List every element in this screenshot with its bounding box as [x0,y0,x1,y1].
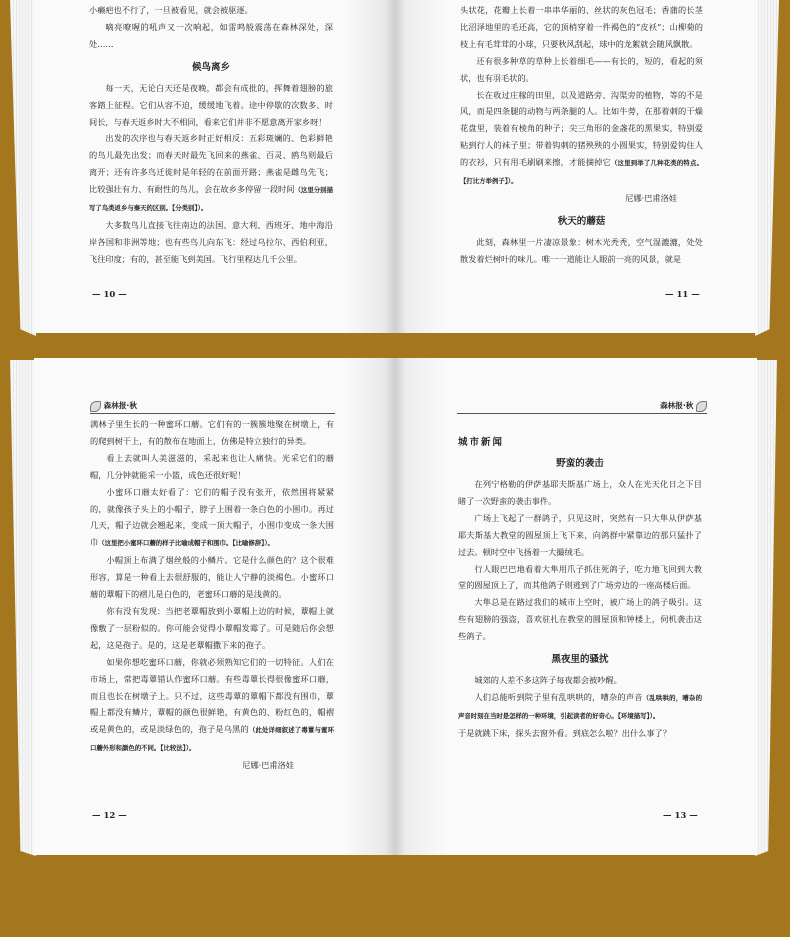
paragraph: 每一天，无论白天还是夜晚，都会有成批的，挥舞着翅膀的旅客踏上征程。它们从容不迫，缓缓地飞着。途中停歇的次数多、时间长，与春天返乡时大不相同，看来它们并非不愿意离开家乡呀！ [89,82,333,127]
running-header-text: 森林报·秋 [103,401,137,410]
paragraph: 在列宁格勒的伊萨基耶夫斯基广场上，众人在光天化日之下目睹了一次野蛮的袭击事件。 [458,479,702,506]
page-11 [395,0,757,333]
leaf-icon [696,401,707,412]
page-number: — 10 — [92,290,127,300]
header-rule [90,413,335,414]
paragraph: 城郊的人差不多这阵子每夜都会被吵醒。 [474,675,622,686]
running-header-text: 森林报·秋 [660,401,694,410]
annotation-note: （这里分别描写了鸟类返乡与秦天的区别。【分类别】）。 [89,186,333,213]
page-edges-right [755,0,779,336]
page-number: — 13 — [663,811,698,821]
page-13 [395,358,757,855]
annotation-note: （这里把小蜜环口蘑的样子比喻成帽子和围巾。【比喻修辞】）。 [98,539,274,548]
page-12-body [90,416,334,774]
paragraph [89,130,333,217]
paragraph: 还有很多种草的草种上长着细毛——有长的，短的，看起的须状，也有羽毛状的。 [460,55,703,83]
paragraph-text: 人们总能听到院子里有乱哄哄的，嘈杂的声音 [474,691,643,702]
paragraph [90,484,334,553]
paragraph-text: 小蜜环口蘑太好看了：它们的帽子没有张开，依然围将紧紧的，就像孩子头上的小帽子，脖子上围着一条白色的小围巾。再过几天，帽子边就会翘起来，变成一顶大帽子，小围巾变成一条大围巾 [90,486,334,548]
paragraph: 此刻，森林里一片凄凉景象：树木光秃秃，空气湿漉漉，处处散发着烂树叶的味儿。唯一一道能让人眼前一亮的风景，就是 [460,236,703,264]
page-13-body [458,428,702,742]
text-line: 小癞疤也不行了，一旦被看见，就会被驱逐。 [89,5,253,15]
leaf-icon [90,401,101,412]
paragraph: 大多数鸟儿直接飞往南边的法国、意大利、西班牙、地中海沿岸各国和非洲等地；也有些鸟儿向东飞：经过乌拉尔、西伯利亚，飞往印度；有的，甚至能飞到美国。飞行里程达几千公里。 [89,219,333,264]
running-header [660,400,707,412]
page-12 [34,358,395,855]
section-title: 城市新闻 [458,437,505,448]
page-11-body [460,2,703,268]
page-number: — 11 — [665,290,700,300]
text-line: 嘀亮嘹喔的吼声又一次响起，如雷鸣般震荡在森林深处，深处…… [89,21,333,49]
paragraph [460,87,703,190]
paragraph-text: 长在收过庄稼的田里，以及道路旁、沟渠旁的植物，等的不是风，而是四条腿的动物与两条腿的人。比如牛蒡，在那着刺的干燥花盘里，装着有棱角的种子；尖三角形的金盏花的黑果实，特别爱粘到行人的袜子里；带着钩刺的猪殃殃的小圆果实，特别爱钩住人的衣衫，只有用毛刷刷来擦，才能摘掉它 [460,89,703,168]
paragraph: 广场上飞起了一群鸽子，只见这时，突然有一只大隼从伊萨基耶夫斯基大教堂的圆屋顶上飞下来，向鸽群中紧靠边的那只猛扑了过去。顿时空中飞扬着一大撮绒毛。 [458,512,702,557]
paragraph-text: 如果你想吃蜜环口蘑，你就必须熟知它们的一切特征。人们在市场上，常把毒蕈错认作蜜环口蘑。有些毒蕈长得很像蜜环口蘑，而且也长在树墩子上。只不过，这些毒蕈的蕈帽下都没有围巾，蕈帽上都没有鳞片，蕈帽的颜色很鲜艳，有黄色的、粉红色的，帽褶或是黄色的，或是淡绿色的，孢子是乌黑的 [90,656,334,735]
paragraph: 看上去就叫人美滋滋的，采起来也让人痛快。光采它们的蘑帽，几分钟就能采一小篮，成色还很好呢！ [90,452,334,480]
page-edges-left [10,0,36,336]
annotation-note: （此处详细叙述了毒蕈与蜜环口蘑外形和颜色的不同。【比较法】）。 [90,726,334,753]
paragraph: 行人眼巴巴地看着大隼用爪子抓住死鸽子，吃力地飞回到大教堂的圆屋顶上了，而其他鸽子则逃到了广场旁边的一座高楼后面。 [458,563,702,591]
page-10-body [89,2,333,268]
author-signature: 尼娜·巴甫洛娃 [625,192,677,203]
paragraph: 大隼总是在路过我们的城市上空时，被广场上的鸽子吸引。这些有翅膀的强盗，喜欢驻扎在教堂的圆屋顶和钟楼上，伺机袭击这些鸽子。 [458,597,702,642]
paragraph: 你有没有发现：当把老蕈帽放到小蕈帽上边的时候，蕈帽上就像敷了一层粉似的。你可能会觉得小蕈帽发霉了。可是随后你会想起，这是孢子。是的，这是老蕈帽撒下来的孢子。 [90,605,334,650]
running-header [90,400,137,412]
paragraph: 头状花，花瓣上长着一串串华丽的、丝状的灰色冠毛；香蒲的长茎比沼泽地里的毛还高，它的顶梢穿着一件褐色的“皮袄”；山柳菊的枝上有毛茸茸的小球，只要秋风刮起，球中的龙絮就会随风飘散。 [460,5,703,49]
page-number: — 12 — [92,811,127,821]
section-heading: 候鸟离乡 [191,61,230,73]
paragraph-text: 出发的次序也与春天返乡时正好相反：五彩斑斓的、色彩鲜艳的鸟儿最先出发；而春天时最先飞回来的燕雀、百灵、鸥鸟则最后离开；还有许多鸟迁徙时是年轻的在前面开路；燕雀是雌鸟先飞；比较强壮有力、有耐性的鸟儿，会在故乡多停留一段时间 [89,133,333,195]
paragraph: 满林子里生长的一种蜜环口蘑。它们有的一簇簇地聚在树墩上，有的爬到树干上，有的散布在地面上，仿佛是特立独行的异类。 [90,419,334,446]
paragraph [90,654,334,757]
article-heading: 野蛮的袭击 [556,458,604,469]
paragraph: 小帽顶上布满了烟丝般的小鳞片。它是什么颜色的？这个很难形容，算是一种看上去很舒服的，能让人宁静的淡褐色。小蜜环口蘑的蕈帽下的褶儿是白色的，老蜜环口蘑的是浅黄的。 [90,555,334,600]
book-spread-top [0,0,790,340]
annotation-note: （这里到举了几种花类的特点。【打比方举例子】）。 [460,159,703,186]
page-edges-right [755,360,777,856]
page-10 [34,0,395,333]
header-rule [457,413,707,414]
section-heading: 秋天的蘑菇 [557,215,606,227]
paragraph [458,689,702,725]
author-signature: 尼娜·巴甫洛娃 [242,760,294,771]
book-spread-bottom [0,358,790,858]
paragraph: 于是就跳下床，探头去窗外看。到底怎么啦？出什么事了？ [458,727,671,738]
annotation-note: （乱哄哄的，嘈杂的声音时刻在当时是怎样的一种环境，引起读者的好奇心。【环境描写】）。 [458,693,702,720]
article-heading: 黑夜里的骚扰 [551,654,609,666]
page-edges-left [10,360,36,856]
